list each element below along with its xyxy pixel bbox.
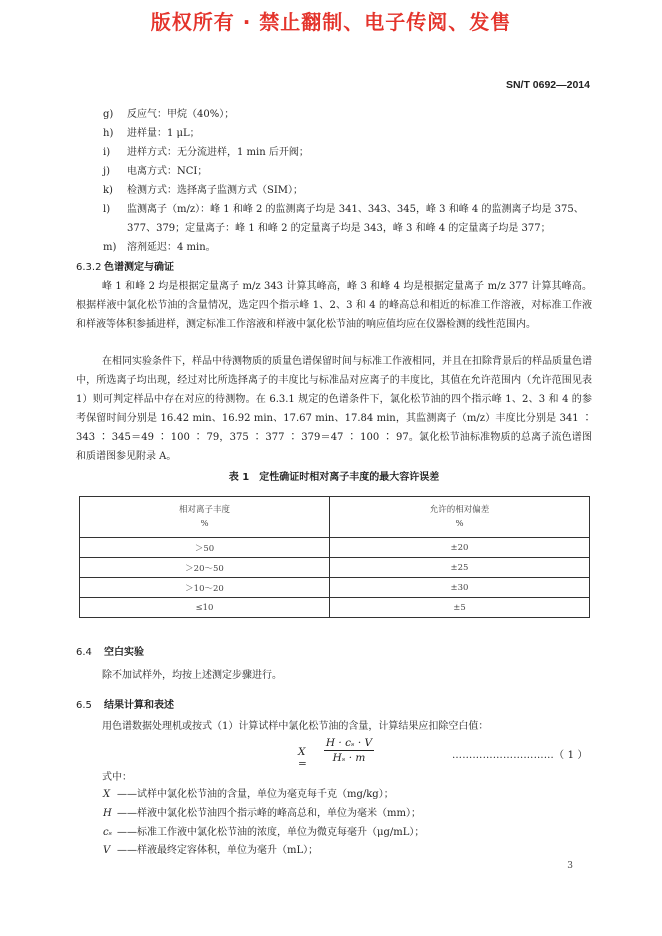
list-item bbox=[103, 124, 603, 143]
list-item-text: 反应气：甲烷（40%）； bbox=[127, 109, 235, 120]
section-number: 6.5 bbox=[76, 700, 92, 711]
definition-text: ——样液中氯化松节油四个指示峰的峰高总和，单位为毫米（mm）； bbox=[117, 807, 421, 819]
table-cell: ±20 bbox=[330, 538, 590, 558]
definition-text: ——样液最终定容体积，单位为毫升（mL）； bbox=[117, 845, 319, 857]
list-item-text: 进样方式：无分流进样，1 min 后开阀； bbox=[127, 147, 309, 158]
where-label: 式中： bbox=[102, 772, 132, 783]
table-row bbox=[80, 558, 590, 578]
formula-denominator: Hₛ · m bbox=[332, 752, 366, 764]
list-item bbox=[103, 143, 603, 162]
page-number: 3 bbox=[567, 861, 573, 871]
table-cell: ＞20～50 bbox=[80, 558, 330, 578]
section-number: 6.3.2 bbox=[76, 262, 102, 273]
list-marker: l) bbox=[103, 204, 111, 215]
list-item-text: 监测离子（m/z）：峰 1 和峰 2 的监测离子均是 341、343、345，峰 3 和峰 4 的监测离子均是 375、 bbox=[127, 204, 584, 215]
list-marker: k) bbox=[103, 185, 113, 196]
list-item bbox=[103, 238, 603, 257]
definition-symbol: cₛ bbox=[103, 826, 112, 838]
table-row bbox=[80, 538, 590, 558]
section-title: 空白实验 bbox=[104, 647, 144, 658]
list-item bbox=[103, 162, 603, 181]
symbol-definitions bbox=[103, 786, 593, 861]
section-heading-6-3-2 bbox=[76, 258, 174, 273]
copyright-watermark: 版权所有 · 禁止翻制、电子传阅、发售 bbox=[150, 10, 512, 34]
paragraph-peak-height: 峰 1 和峰 2 均是根据定量离子 m/z 343 计算其峰高，峰 3 和峰 4 均是根据定量离子 m/z 377 计算其峰高。根据样液中氯化松节油的含量情况，选定四个指示峰 1、2、3 和 4 的峰高总和相近的标准工作溶液，对标准工作液和样液等体积参插进样，测定标准工作溶液和样液中氯化松节油的响应值均应在仪器检测的线性范围内。 bbox=[76, 281, 592, 330]
table-cell: ≤10 bbox=[80, 598, 330, 618]
paragraph-qualitative-confirmation: 在相同实验条件下，样品中待测物质的质量色谱保留时间与标准工作液相同，并且在扣除背景后的样品质量色谱中，所选离子均出现，经过对比所选择离子的丰度比与标准品对应离子的丰度比，其值在允许范围内（允许范围见表 1）则可判定样品中存在对应的待测物。在 6.3.1 规定的色谱条件下，氯化松节油的四个指示峰 1、2、3 和 4 的参考保留时间分别是 16.42 min、16.92 min、17.67 min、17.84 min，其监测离子（m/z）丰度比分别是 341 ∶ 343 ∶ 345＝49 ∶ 100 ∶ 79，375 ∶ 377 ∶ 379＝47 ∶ 100 ∶ 97。氯化松节油标准物质的总离子流色谱图和质谱图参见附录 A。 bbox=[76, 356, 592, 462]
table-cell: ＞50 bbox=[80, 538, 330, 558]
list-item-text: 检测方式：选择离子监测方式（SIM）； bbox=[127, 185, 304, 196]
list-marker: i) bbox=[103, 147, 111, 158]
paragraph-blank-test: 除不加试样外，均按上述测定步骤进行。 bbox=[102, 670, 282, 681]
table-cell: ±25 bbox=[330, 558, 590, 578]
table-cell: ±5 bbox=[330, 598, 590, 618]
section-title: 结果计算和表述 bbox=[104, 700, 174, 711]
section-number: 6.4 bbox=[76, 647, 92, 658]
table-header-row bbox=[80, 497, 590, 538]
list-item-continuation: 377、379；定量离子：峰 1 和峰 2 的定量离子均是 343，峰 3 和峰 4 的定量离子均是 377； bbox=[127, 223, 551, 234]
list-marker: g) bbox=[103, 109, 114, 120]
list-marker: h) bbox=[103, 128, 114, 139]
list-item bbox=[103, 181, 603, 200]
section-title: 色谱测定与确证 bbox=[104, 262, 174, 273]
standard-code: SN/T 0692—2014 bbox=[505, 79, 590, 91]
list-item-text: 电离方式：NCI； bbox=[127, 166, 208, 177]
formula-fraction bbox=[324, 737, 374, 764]
list-item-text: 溶剂延迟：4 min。 bbox=[127, 242, 216, 253]
abundance-tolerance-table bbox=[79, 496, 590, 618]
table-caption: 表 1 定性确证时相对离子丰度的最大容许误差 bbox=[228, 472, 440, 483]
table-row bbox=[80, 578, 590, 598]
formula-numerator: H · cₛ · V bbox=[325, 737, 373, 749]
table-cell: ±30 bbox=[330, 578, 590, 598]
section-heading-6-5 bbox=[76, 696, 174, 711]
definition-text: ——标准工作液中氯化松节油的浓度，单位为微克每毫升（μg/mL）； bbox=[117, 826, 425, 838]
list-item bbox=[103, 200, 603, 219]
list-item-text: 进样量：1 μL； bbox=[127, 128, 200, 139]
column-header-abundance: 相对离子丰度 % bbox=[80, 497, 330, 538]
list-marker: j) bbox=[103, 166, 111, 177]
definition-symbol: X bbox=[103, 789, 111, 800]
definition-item bbox=[103, 805, 593, 824]
formula-lhs: X = bbox=[298, 746, 307, 770]
section-heading-6-4 bbox=[76, 643, 144, 658]
definition-text: ——试样中氯化松节油的含量，单位为毫克每千克（mg/kg）； bbox=[117, 789, 394, 800]
formula-number: …………………………（ 1 ） bbox=[452, 750, 588, 761]
definition-symbol: H bbox=[103, 807, 112, 819]
table-cell: ＞10～20 bbox=[80, 578, 330, 598]
table-row bbox=[80, 598, 590, 618]
column-header-deviation: 允许的相对偏差 % bbox=[330, 497, 590, 538]
definition-symbol: V bbox=[103, 845, 111, 857]
definition-item bbox=[103, 824, 593, 843]
paragraph-calculation: 用色谱数据处理机或按式（1）计算试样中氯化松节油的含量，计算结果应扣除空白值： bbox=[102, 721, 489, 732]
instrument-conditions-list bbox=[103, 105, 603, 257]
list-item bbox=[103, 105, 603, 124]
definition-item bbox=[103, 786, 593, 805]
definition-item bbox=[103, 842, 593, 861]
list-marker: m) bbox=[103, 242, 117, 253]
